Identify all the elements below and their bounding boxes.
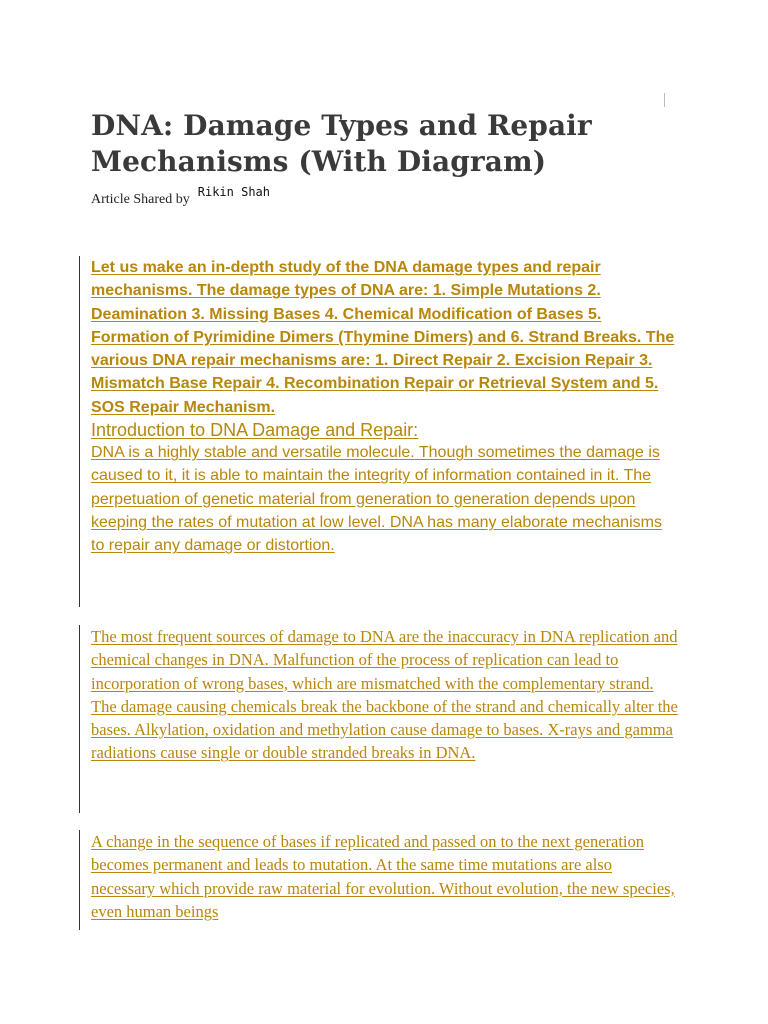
article-title: DNA: Damage Types and Repair Mechanisms (With Diagram) bbox=[91, 109, 592, 178]
paragraph-1-link[interactable]: DNA is a highly stable and versatile molecule. Though sometimes the damage is caused to it, it is able to maintain the integrity of information contained in it. The perpetuation of genetic material from generation to generation depends upon keeping the rates of mutation at low level. DNA has many elaborate mechanisms to repair any damage or distortion. bbox=[91, 444, 662, 555]
text-cursor-mark bbox=[664, 93, 665, 107]
paragraph-3-link[interactable]: A change in the sequence of bases if replicated and passed on to the next generation becomes permanent and leads to mutation. At the same time mutations are also necessary which provide raw material for evolution. Without evolution, the new species, even human beings bbox=[91, 832, 675, 921]
paragraph-2-block bbox=[79, 625, 679, 813]
byline-label: Article Shared by bbox=[91, 192, 190, 207]
paragraph-3-block bbox=[79, 830, 679, 930]
intro-block bbox=[79, 256, 679, 607]
section-heading-link[interactable]: Introduction to DNA Damage and Repair: bbox=[91, 420, 419, 441]
intro-link[interactable]: Let us make an in-depth study of the DNA damage types and repair mechanisms. The damage types of DNA are: 1. Simple Mutations 2. Deamination 3. Missing Bases 4. Chemical Modification of Bases 5. Formation of Pyrimidine Dimers (Thymine Dimers) and 6. Strand Breaks. The various DNA repair mechanisms are: 1. Direct Repair 2. Excision Repair 3. Mismatch Base Repair 4. Recombination Repair or Retrieval System and 5. SOS Repair Mechanism. bbox=[91, 259, 675, 416]
byline bbox=[91, 186, 270, 210]
paragraph-2-link[interactable]: The most frequent sources of damage to DNA are the inaccuracy in DNA replication and chemical changes in DNA. Malfunction of the process of replication can lead to incorporation of wrong bases, which are mismatched with the complementary strand. The damage causing chemicals break the backbone of the strand and chemically alter the bases. Alkylation, oxidation and methylation cause damage to bases. X-rays and gamma radiations cause single or double stranded breaks in DNA. bbox=[91, 627, 678, 763]
author-name: Rikin Shah bbox=[197, 185, 270, 199]
